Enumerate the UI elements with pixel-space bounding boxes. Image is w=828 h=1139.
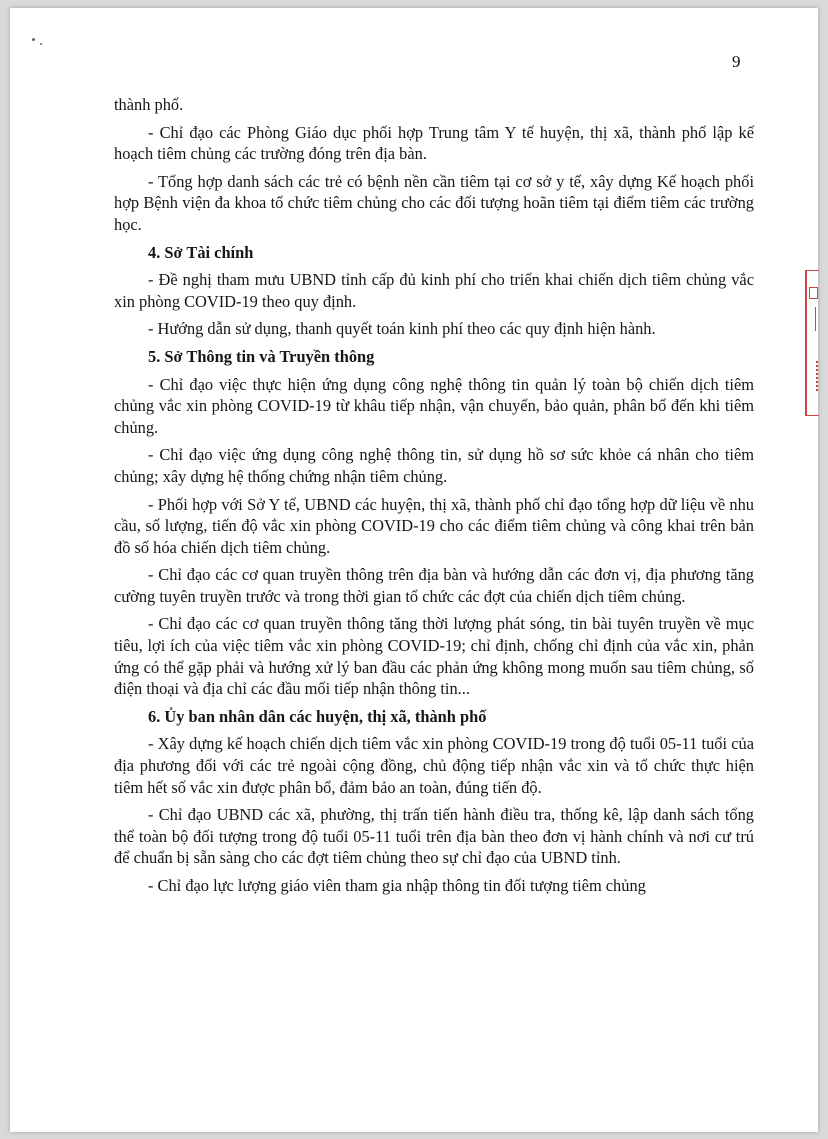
paragraph: thành phố. bbox=[114, 95, 184, 114]
paragraph: - Xây dựng kế hoạch chiến dịch tiêm vắc xin phòng COVID-19 trong độ tuổi 05-11 tuổi của địa phương đối với các trẻ ngoài cộng đồng, chủ động tiếp nhận vắc xin và tổ chức thực hiện tiêm hết số vắc xin được phân bổ, đảm bảo an toàn, đúng tiến độ. bbox=[114, 734, 754, 797]
page-number: 9 bbox=[732, 52, 741, 71]
paragraph: - Chỉ đạo các Phòng Giáo dục phối hợp Trung tâm Y tế huyện, thị xã, thành phố lập kế hoạch tiêm chủng các trường đóng trên địa bàn. bbox=[114, 122, 754, 164]
stamp-mark bbox=[808, 361, 818, 391]
paragraph: - Chỉ đạo các cơ quan truyền thông tăng thời lượng phát sóng, tin bài tuyên truyền về mục tiêu, lợi ích của việc tiêm vắc xin phòng COVID-19; chỉ định, chống chỉ định của vắc xin, phản ứng có thể gặp phải và hướng xử lý ban đầu các phản ứng không mong muốn sau tiêm chủng, số điện thoại và địa chỉ các đầu mối tiếp nhận thông tin... bbox=[114, 614, 754, 699]
paragraph: - Chỉ đạo UBND các xã, phường, thị trấn tiến hành điều tra, thống kê, lập danh sách tổng thể toàn bộ đối tượng trong độ tuổi 05-11 tuổi trên địa bàn theo đơn vị hành chính và nơi cư trú để chuẩn bị sẵn sàng cho các đợt tiêm chủng theo sự chỉ đạo của UBND tỉnh. bbox=[114, 805, 754, 868]
section-heading: 6. Ủy ban nhân dân các huyện, thị xã, thành phố bbox=[148, 706, 487, 726]
document-page bbox=[10, 8, 818, 1132]
scan-speck bbox=[40, 43, 42, 45]
paragraph: - Chỉ đạo các cơ quan truyền thông trên địa bàn và hướng dẫn các đơn vị, địa phương tăng cường tuyên truyền trước và trong thời gian tổ chức các đợt của chiến dịch tiêm chủng. bbox=[114, 565, 754, 606]
paragraph: - Chỉ đạo việc ứng dụng công nghệ thông tin, sử dụng hồ sơ sức khỏe cá nhân cho tiêm chủng; xây dựng hệ thống chứng nhận tiêm chủng. bbox=[114, 445, 754, 486]
stamp-mark bbox=[809, 287, 818, 299]
stamp-mark bbox=[810, 307, 816, 331]
paragraph: - Chỉ đạo lực lượng giáo viên tham gia nhập thông tin đối tượng tiêm chủng bbox=[148, 876, 646, 895]
paragraph: - Tổng hợp danh sách các trẻ có bệnh nền cần tiêm tại cơ sở y tế, xây dựng Kế hoạch phối hợp Bệnh viện đa khoa tổ chức tiêm chủng cho các đối tượng hoãn tiêm tại điểm tiêm các trường học. bbox=[114, 171, 754, 234]
document-body bbox=[114, 94, 754, 903]
paragraph: - Hướng dẫn sử dụng, thanh quyết toán kinh phí theo các quy định hiện hành. bbox=[148, 319, 656, 339]
paragraph: - Phối hợp với Sở Y tế, UBND các huyện, thị xã, thành phố chỉ đạo tổng hợp dữ liệu về nhu cầu, số lượng, tiến độ vắc xin phòng COVID-19 cho các điểm tiêm chủng và công khai trên bản đồ số hóa chiến dịch tiêm chủng. bbox=[114, 494, 754, 557]
paragraph: - Đề nghị tham mưu UBND tỉnh cấp đủ kinh phí cho triển khai chiến dịch tiêm chủng vắc xin phòng COVID-19 theo quy định. bbox=[114, 270, 754, 311]
section-heading: 5. Sở Thông tin và Truyền thông bbox=[148, 346, 375, 366]
section-heading: 4. Sở Tài chính bbox=[148, 242, 254, 262]
scan-speck bbox=[32, 38, 35, 41]
margin-stamp bbox=[805, 270, 819, 416]
paragraph: - Chỉ đạo việc thực hiện ứng dụng công nghệ thông tin quản lý toàn bộ chiến dịch tiêm chủng vắc xin phòng COVID-19 từ khâu tiếp nhận, vận chuyển, bảo quản, phân bổ đến khi tiêm chủng. bbox=[114, 374, 754, 437]
